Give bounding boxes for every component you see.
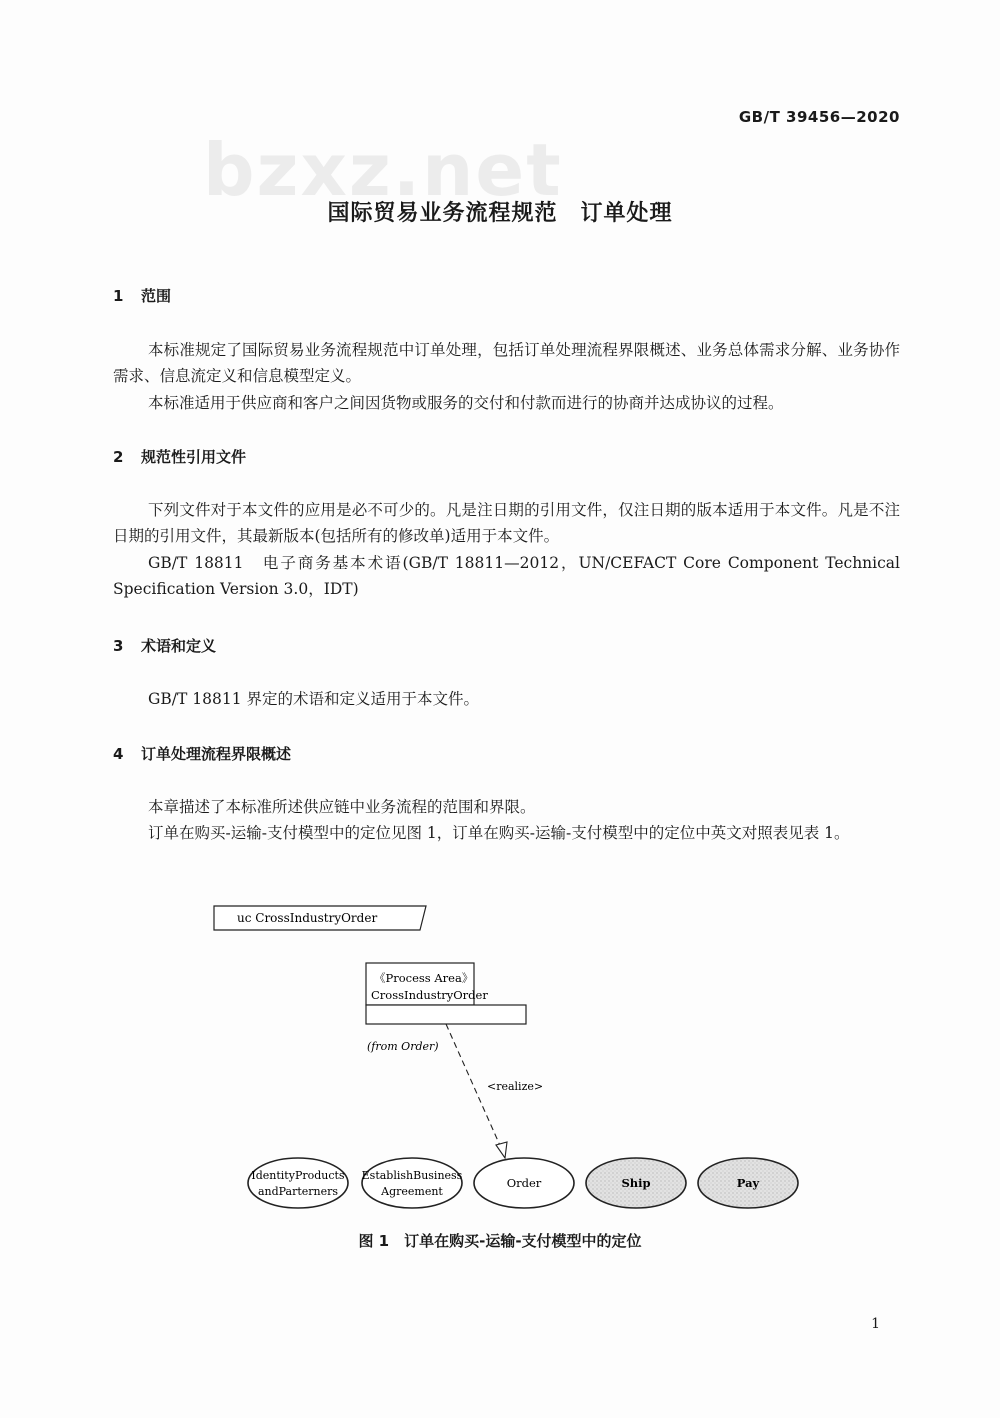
use-case-identity-products [248,1158,348,1208]
use-case-label: Ship [621,1176,651,1190]
section-number: 4 [113,745,124,763]
use-case-pay [698,1158,798,1208]
section-number: 1 [113,287,124,305]
section-4-para-2: 订单在购买-运输-支付模型中的定位见图 1，订单在购买-运输-支付模型中的定位中英文对照表见表 1。 [148,824,850,842]
section-4-para-1: 本章描述了本标准所述供应链中业务流程的范围和界限。 [148,798,536,816]
section-title: 术语和定义 [141,637,217,655]
frame-label: uc CrossIndustryOrder [237,911,378,925]
section-number: 2 [113,448,124,466]
from-note: (from Order) [367,1040,439,1053]
use-case-establish-business [362,1158,463,1208]
section-2-reference: GB/T 18811 电子商务基本术语(GB/T 18811—2012，UN/CEFACT Core Component Technical Specification Version 3.0，IDT) [113,554,900,598]
process-area-class [366,963,526,1024]
use-case-label: Pay [736,1176,760,1190]
use-case-label: Order [506,1176,542,1190]
section-title: 订单处理流程界限概述 [141,745,292,763]
section-title: 规范性引用文件 [141,448,247,466]
class-name: CrossIndustryOrder [371,988,488,1002]
section-1-para-2: 本标准适用于供应商和客户之间因货物或服务的交付和付款而进行的协商并达成协议的过程。 [148,394,784,412]
watermark: bzxz.net [203,128,563,212]
use-case-label: andParterners [257,1185,339,1198]
standard-code: GB/T 39456—2020 [738,108,900,126]
use-case-label: EstablishBusiness [361,1169,463,1182]
use-case-label: Agreement [381,1185,443,1198]
document-title: 国际贸易业务流程规范 订单处理 [327,201,673,226]
realize-label: <realize> [487,1080,544,1093]
use-case-label: IdentityProducts [251,1169,345,1182]
page-number: 1 [871,1316,880,1332]
section-title: 范围 [141,287,172,305]
use-case-order [474,1158,574,1208]
section-1-para-1: 本标准规定了国际贸易业务流程规范中订单处理，包括订单处理流程界限概述、业务总体需求分解、业务协作需求、信息流定义和信息模型定义。 [113,341,900,385]
realize-arrow [446,1024,543,1158]
use-case-ship [586,1158,686,1208]
diagram-frame-tab [214,906,426,930]
class-stereotype: 《Process Area》 [374,971,474,985]
section-number: 3 [113,637,124,655]
figure-caption: 图 1 订单在购买-运输-支付模型中的定位 [358,1232,642,1250]
section-2-para-1: 下列文件对于本文件的应用是必不可少的。凡是注日期的引用文件，仅注日期的版本适用于本文件。凡是不注日期的引用文件，其最新版本(包括所有的修改单)适用于本文件。 [113,501,900,545]
section-3-para-1: GB/T 18811 界定的术语和定义适用于本文件。 [148,690,479,708]
